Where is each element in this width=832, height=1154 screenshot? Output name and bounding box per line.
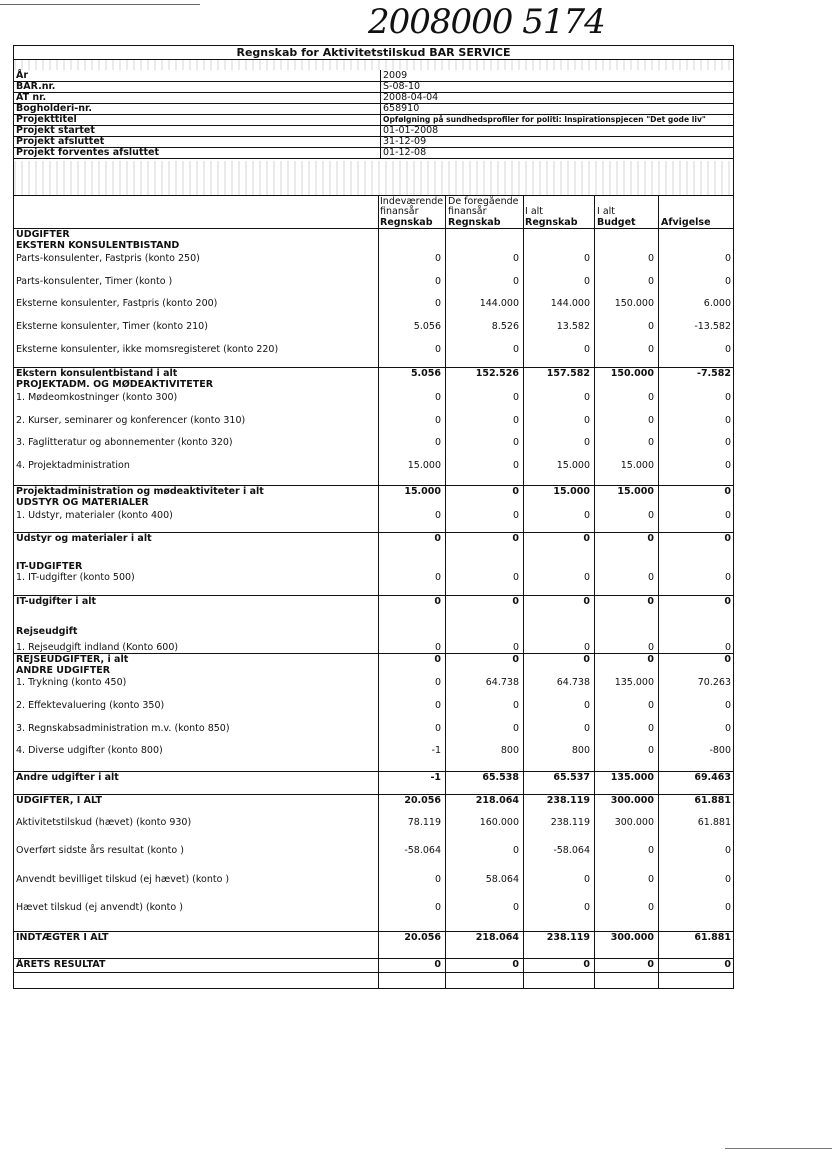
row-label: 1. Trykning (konto 450) (16, 677, 127, 688)
table-row (14, 626, 733, 638)
table-row (14, 959, 733, 971)
cell-value: 0 (583, 642, 590, 653)
cell-value: 0 (724, 510, 731, 521)
cell-value: 157.582 (546, 368, 590, 379)
table-row (14, 596, 733, 608)
row-label: Eksterne konsulenter, ikke momsregisteret (konto 220) (16, 344, 279, 355)
cell-value: 0 (583, 959, 590, 970)
cell-value: 0 (724, 654, 731, 665)
cell-value: 0 (434, 642, 441, 653)
table-row (14, 240, 733, 252)
cell-value: 0 (724, 959, 731, 970)
cell-value: 5.056 (410, 368, 441, 379)
col3-subheader: Regnskab (525, 217, 578, 228)
row-label: Udstyr og materialer i alt (16, 533, 152, 544)
table-row (14, 276, 733, 288)
row-label: ÅRETS RESULTAT (16, 959, 106, 970)
cell-value: 0 (724, 344, 731, 355)
info-key: Projekt startet (16, 125, 95, 136)
cell-value: 0 (647, 874, 654, 885)
cell-value: 800 (571, 745, 590, 756)
cell-value: 135.000 (614, 677, 654, 688)
cell-value: 15.000 (407, 460, 441, 471)
cell-value: 0 (724, 415, 731, 426)
cell-value: 64.738 (485, 677, 519, 688)
cell-value: 0 (647, 596, 654, 607)
cell-value: 0 (512, 533, 519, 544)
cell-value: 0 (512, 700, 519, 711)
cell-value: 0 (647, 845, 654, 856)
cell-value: 144.000 (550, 298, 590, 309)
cell-value: 0 (583, 510, 590, 521)
row-label: UDGIFTER, I ALT (16, 795, 102, 806)
cell-value: 0 (434, 700, 441, 711)
cell-value: 0 (512, 902, 519, 913)
cell-value: 0 (434, 654, 441, 665)
table-row (14, 460, 733, 472)
row-label: 2. Kurser, seminarer og konferencer (konto 310) (16, 415, 246, 426)
handwritten-document-number: 2008000 5174 (368, 2, 605, 42)
col1-header-mid: finansår (380, 206, 419, 217)
info-key: AT nr. (16, 92, 47, 103)
info-key: Bogholderi-nr. (16, 103, 92, 114)
row-label: REJSEUDGIFTER, i alt (16, 654, 129, 665)
cell-value: 0 (647, 253, 654, 264)
cell-value: 0 (583, 253, 590, 264)
info-value: 01-12-08 (380, 147, 732, 158)
cell-value: 0 (583, 700, 590, 711)
table-row (14, 772, 733, 784)
cell-value: 0 (724, 700, 731, 711)
cell-value: 64.738 (556, 677, 590, 688)
col2-header-top: De foregående (448, 196, 519, 207)
table-row (14, 745, 733, 757)
col1-header (380, 197, 443, 217)
cell-value: 0 (647, 437, 654, 448)
cell-value: 0 (434, 572, 441, 583)
cell-value: 0 (434, 902, 441, 913)
cell-value: 0 (512, 596, 519, 607)
table-row (14, 572, 733, 584)
cell-value: 0 (512, 510, 519, 521)
row-label: Hævet tilskud (ej anvendt) (konto ) (16, 902, 183, 913)
cell-value: 0 (512, 486, 519, 497)
cell-value: 0 (434, 344, 441, 355)
cell-value: 800 (500, 745, 519, 756)
cell-value: -58.064 (404, 845, 441, 856)
cell-value: 0 (512, 642, 519, 653)
cell-value: 150.000 (614, 298, 654, 309)
cell-value: 0 (647, 723, 654, 734)
cell-value: 61.881 (697, 817, 731, 828)
table-row (14, 874, 733, 886)
cell-value: 160.000 (479, 817, 519, 828)
column-rule (523, 196, 524, 988)
col1-subheader: Regnskab (380, 217, 433, 228)
cell-value: 15.000 (617, 486, 654, 497)
col2-header-mid: finansår (448, 206, 487, 217)
cell-value: 0 (647, 533, 654, 544)
cell-value: 0 (647, 654, 654, 665)
col3-header-mid: I alt (525, 206, 544, 217)
cell-value: 0 (647, 902, 654, 913)
cell-value: 0 (724, 723, 731, 734)
row-label: Projektadministration og mødeaktiviteter i alt (16, 486, 264, 497)
col4-subheader: Budget (597, 217, 636, 228)
cell-value: 0 (647, 321, 654, 332)
column-rule (658, 196, 659, 988)
cell-value: 0 (512, 415, 519, 426)
table-row (14, 795, 733, 807)
cell-value: 0 (434, 677, 441, 688)
column-rule (378, 196, 379, 988)
cell-value: 20.056 (404, 795, 441, 806)
row-label: Overført sidste års resultat (konto ) (16, 845, 184, 856)
table-row (14, 700, 733, 712)
cell-value: 0 (583, 276, 590, 287)
row-label: PROJEKTADM. OG MØDEAKTIVITETER (16, 379, 214, 390)
table-row (14, 344, 733, 356)
row-label: 2. Effektevaluering (konto 350) (16, 700, 165, 711)
cell-value: 0 (434, 959, 441, 970)
info-value: 31-12-09 (380, 136, 732, 147)
cell-value: 15.000 (556, 460, 590, 471)
table-row (14, 902, 733, 914)
table-row (14, 817, 733, 829)
cell-value: 0 (512, 654, 519, 665)
cell-value: 0 (434, 298, 441, 309)
cell-value: 0 (583, 723, 590, 734)
cell-value: 0 (434, 392, 441, 403)
row-label: Eksterne konsulenter, Timer (konto 210) (16, 321, 208, 332)
cell-value: -58.064 (553, 845, 590, 856)
cell-value: 0 (512, 572, 519, 583)
cell-value: -800 (709, 745, 731, 756)
row-label: Eksterne konsulenter, Fastpris (konto 200) (16, 298, 218, 309)
row-label: 1. Mødeomkostninger (konto 300) (16, 392, 178, 403)
cell-value: 0 (512, 276, 519, 287)
info-key: Projekt afsluttet (16, 136, 105, 147)
accounting-sheet (13, 45, 734, 989)
cell-value: 0 (647, 276, 654, 287)
header-top-line (14, 195, 733, 196)
cell-value: 20.056 (404, 932, 441, 943)
cell-value: 152.526 (475, 368, 519, 379)
cell-value: 0 (724, 596, 731, 607)
table-bottom-rule (14, 972, 733, 973)
cell-value: 0 (512, 845, 519, 856)
cell-value: 5.056 (413, 321, 441, 332)
cell-value: 0 (647, 392, 654, 403)
info-value: 2009 (380, 70, 732, 81)
cell-value: 61.881 (694, 795, 731, 806)
cell-value: 58.064 (485, 874, 519, 885)
info-value: 01-01-2008 (380, 125, 732, 136)
row-label: 1. Rejseudgift indland (Konto 600) (16, 642, 179, 653)
row-label: 3. Faglitteratur og abonnementer (konto 320) (16, 437, 233, 448)
info-value: 658910 (380, 103, 732, 114)
cell-value: 0 (724, 276, 731, 287)
cell-value: 0 (583, 437, 590, 448)
cell-value: 144.000 (479, 298, 519, 309)
cell-value: 0 (512, 723, 519, 734)
cell-value: 300.000 (610, 932, 654, 943)
cell-value: 0 (724, 437, 731, 448)
scan-noise (14, 161, 733, 195)
cell-value: 0 (724, 533, 731, 544)
cell-value: 0 (647, 415, 654, 426)
table-row (14, 392, 733, 404)
cell-value: 0 (512, 460, 519, 471)
column-rule (594, 196, 595, 988)
col2-header (448, 197, 518, 217)
cell-value: 0 (647, 344, 654, 355)
cell-value: 300.000 (614, 817, 654, 828)
row-label: 4. Diverse udgifter (konto 800) (16, 745, 163, 756)
cell-value: 238.119 (546, 932, 590, 943)
cell-value: 0 (434, 874, 441, 885)
info-row (14, 147, 733, 159)
cell-value: 0 (583, 596, 590, 607)
cell-value: 0 (724, 845, 731, 856)
table-row (14, 677, 733, 689)
table-row (14, 533, 733, 545)
cell-value: 15.000 (620, 460, 654, 471)
row-label: Andre udgifter i alt (16, 772, 119, 783)
cell-value: 218.064 (475, 932, 519, 943)
cell-value: 69.463 (694, 772, 731, 783)
cell-value: 0 (583, 902, 590, 913)
cell-value: 0 (512, 253, 519, 264)
cell-value: 0 (434, 276, 441, 287)
col2-subheader: Regnskab (448, 217, 501, 228)
cell-value: 0 (434, 415, 441, 426)
column-rule (445, 196, 446, 988)
cell-value: 0 (583, 654, 590, 665)
info-value: 2008-04-04 (380, 92, 732, 103)
cell-value: 8.526 (491, 321, 519, 332)
table-row (14, 379, 733, 391)
cell-value: 0 (724, 642, 731, 653)
cell-value: -7.582 (697, 368, 731, 379)
cell-value: 65.537 (553, 772, 590, 783)
cell-value: 0 (512, 392, 519, 403)
table-row (14, 932, 733, 944)
table-row (14, 253, 733, 265)
table-row (14, 321, 733, 333)
cell-value: 0 (434, 533, 441, 544)
cell-value: 0 (583, 344, 590, 355)
row-label: IT-udgifter i alt (16, 596, 97, 607)
cell-value: 0 (512, 959, 519, 970)
table-row (14, 497, 733, 509)
row-label: UDSTYR OG MATERIALER (16, 497, 149, 508)
row-label: Parts-konsulenter, Timer (konto ) (16, 276, 173, 287)
scan-noise (14, 60, 733, 70)
cell-value: 6.000 (703, 298, 731, 309)
table-row (14, 723, 733, 735)
info-value: S-08-10 (380, 81, 732, 92)
table-row (14, 510, 733, 522)
cell-value: -13.582 (694, 321, 731, 332)
cell-value: 0 (647, 510, 654, 521)
row-label: INDTÆGTER I ALT (16, 932, 109, 943)
cell-value: 238.119 (550, 817, 590, 828)
cell-value: 0 (724, 253, 731, 264)
cell-value: 0 (434, 253, 441, 264)
row-label: IT-UDGIFTER (16, 561, 83, 572)
info-key: Projekttitel (16, 114, 77, 125)
scan-edge-line (0, 4, 200, 5)
cell-value: 238.119 (546, 795, 590, 806)
row-label: Anvendt bevilliget tilskud (ej hævet) (konto ) (16, 874, 230, 885)
cell-value: 0 (647, 959, 654, 970)
row-label: 3. Regnskabsadministration m.v. (konto 850) (16, 723, 230, 734)
info-key: BAR.nr. (16, 81, 56, 92)
info-key: Projekt forventes afsluttet (16, 147, 160, 158)
row-label: 1. IT-udgifter (konto 500) (16, 572, 135, 583)
cell-value: 0 (724, 572, 731, 583)
sheet-title: Regnskab for Aktivitetstilskud BAR SERVICE (14, 46, 733, 60)
row-label: Rejseudgift (16, 626, 78, 637)
cell-value: 70.263 (697, 677, 731, 688)
cell-value: 78.119 (407, 817, 441, 828)
row-label: Parts-konsulenter, Fastpris (konto 250) (16, 253, 200, 264)
cell-value: 0 (434, 510, 441, 521)
table-row (14, 415, 733, 427)
cell-value: 150.000 (610, 368, 654, 379)
cell-value: 0 (512, 437, 519, 448)
cell-value: 0 (724, 392, 731, 403)
row-label: EKSTERN KONSULENTBISTAND (16, 240, 180, 251)
table-row (14, 298, 733, 310)
cell-value: 65.538 (482, 772, 519, 783)
cell-value: 0 (647, 642, 654, 653)
col1-header-top: Indeværende (380, 196, 444, 207)
cell-value: 15.000 (553, 486, 590, 497)
row-label: 1. Udstyr, materialer (konto 400) (16, 510, 173, 521)
cell-value: 0 (647, 572, 654, 583)
cell-value: 0 (647, 745, 654, 756)
cell-value: 0 (724, 486, 731, 497)
cell-value: 0 (583, 415, 590, 426)
cell-value: 0 (434, 437, 441, 448)
cell-value: 15.000 (404, 486, 441, 497)
cell-value: 0 (583, 533, 590, 544)
cell-value: 0 (724, 902, 731, 913)
cell-value: 0 (647, 700, 654, 711)
cell-value: -1 (431, 745, 441, 756)
row-label: UDGIFTER (16, 229, 70, 240)
cell-value: 135.000 (610, 772, 654, 783)
cell-value: 0 (724, 874, 731, 885)
cell-value: 13.582 (556, 321, 590, 332)
row-label: 4. Projektadministration (16, 460, 130, 471)
cell-value: 0 (434, 723, 441, 734)
row-label: Aktivitetstilskud (hævet) (konto 930) (16, 817, 192, 828)
cell-value: 0 (583, 572, 590, 583)
cell-value: 0 (512, 344, 519, 355)
cell-value: 0 (724, 460, 731, 471)
row-label: ANDRE UDGIFTER (16, 665, 111, 676)
info-key: År (16, 70, 29, 81)
cell-value: 0 (434, 596, 441, 607)
col4-header-mid: I alt (597, 206, 616, 217)
table-row (14, 437, 733, 449)
cell-value: -1 (430, 772, 441, 783)
row-label: Ekstern konsulentbistand i alt (16, 368, 178, 379)
cell-value: 61.881 (694, 932, 731, 943)
info-value: Opfølgning på sundhedsprofiler for politi: Inspirationspjecen "Det gode liv" (380, 114, 732, 125)
cell-value: 300.000 (610, 795, 654, 806)
cell-value: 0 (583, 874, 590, 885)
col5-subheader: Afvigelse (661, 217, 711, 228)
cell-value: 0 (583, 392, 590, 403)
table-row (14, 665, 733, 677)
scan-edge-line (725, 1148, 832, 1149)
cell-value: 218.064 (475, 795, 519, 806)
table-row (14, 845, 733, 857)
